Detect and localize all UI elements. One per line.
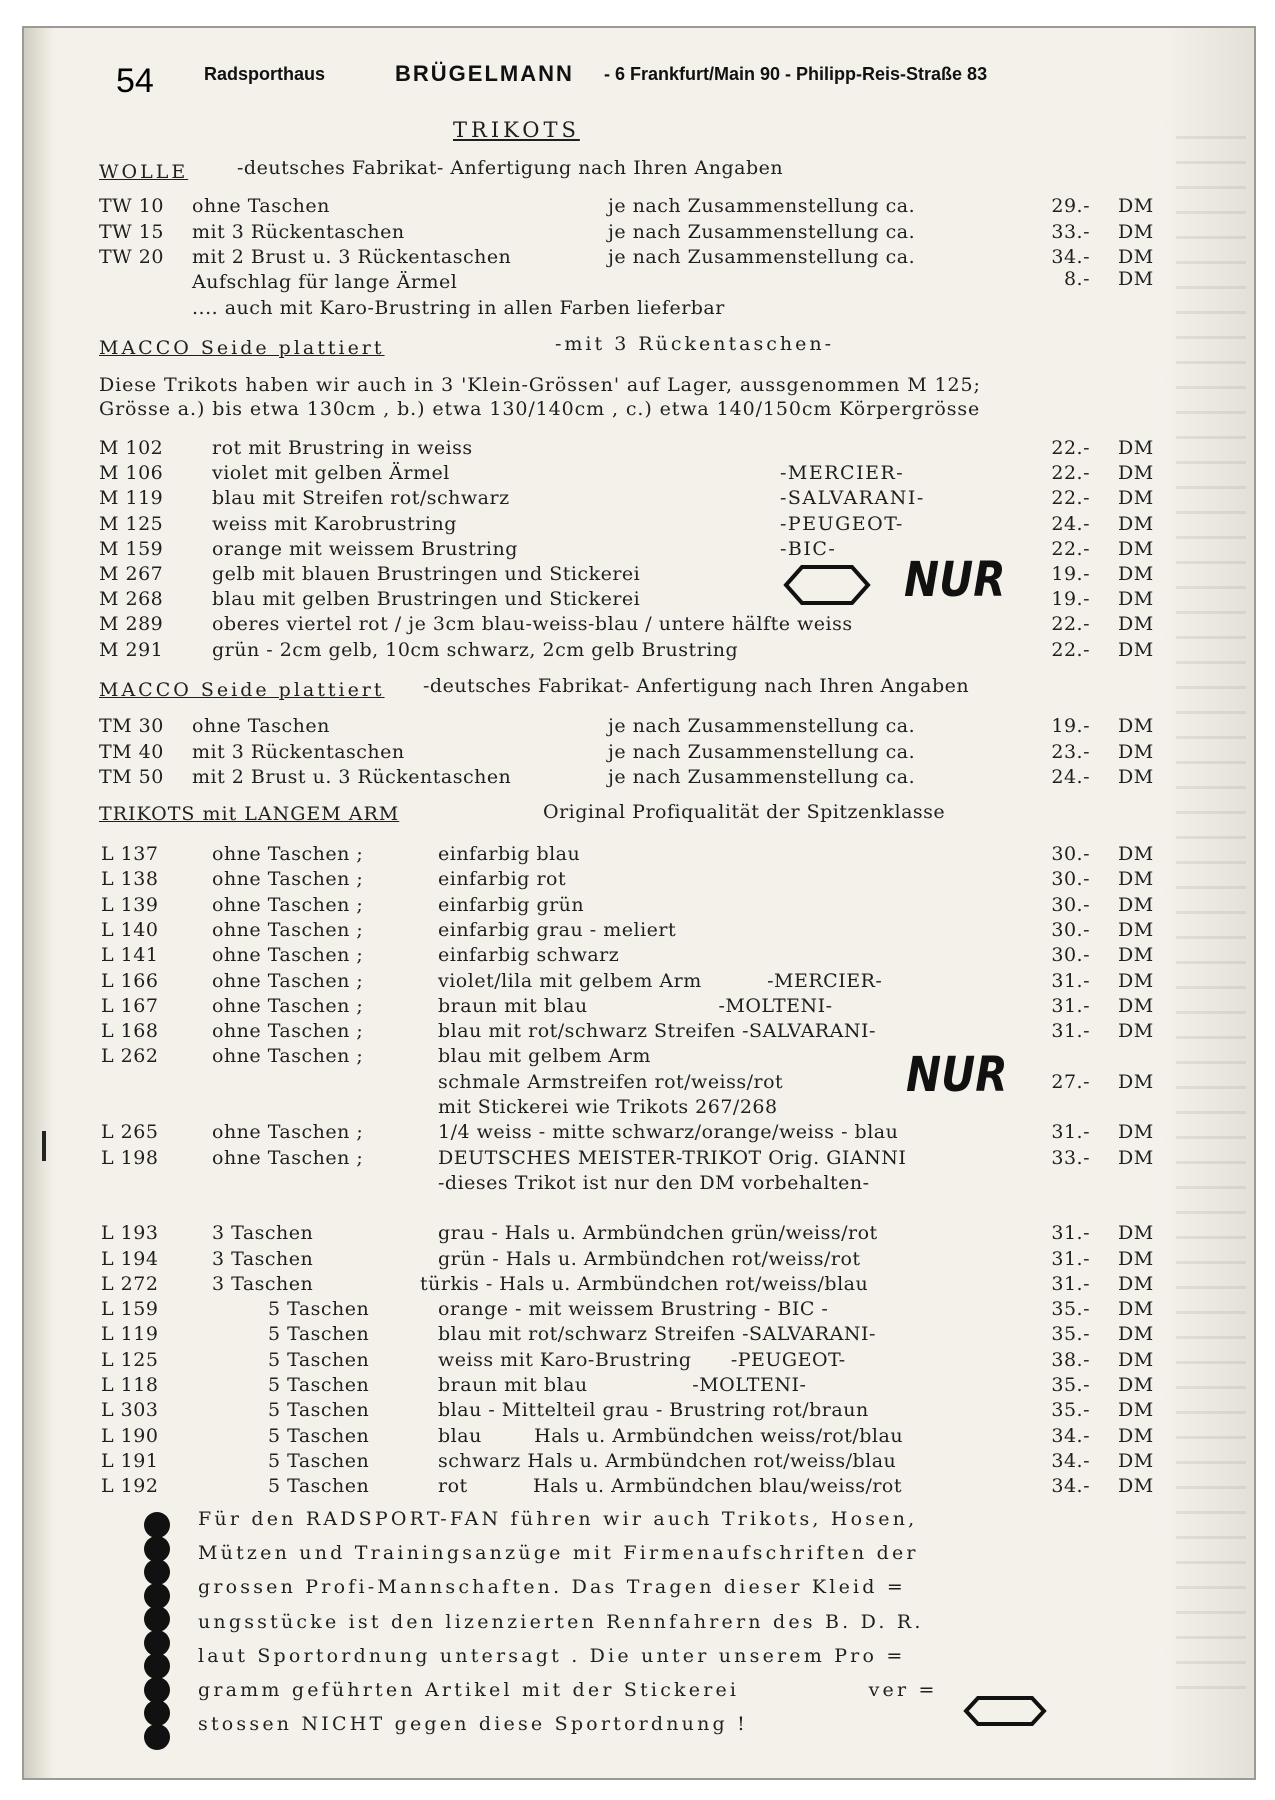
lang-item-price: 35.- (1051, 1399, 1090, 1422)
lang-item-desc: schmale Armstreifen rot/weiss/rot (438, 1070, 784, 1093)
lang-item-price: 31.- (1051, 1121, 1090, 1144)
bullet-dot (144, 1653, 170, 1679)
lang-item-pockets: 5 Taschen (268, 1449, 370, 1472)
wolle-item-note: je nach Zusammenstellung ca. (608, 220, 916, 243)
macco1-item-team: -BIC- (780, 537, 837, 560)
lang-item-desc: blau mit gelbem Arm (438, 1045, 651, 1068)
lang-item-code: L 194 (101, 1247, 159, 1270)
macco1-item-code: M 106 (99, 462, 164, 485)
lang-item-code: L 138 (101, 868, 159, 891)
macco2-item-code: TM 30 (99, 715, 164, 737)
bullet-dot (144, 1606, 170, 1632)
lang-item-currency: DM (1118, 1020, 1154, 1043)
macco1-item-code: M 289 (99, 613, 164, 636)
lang-item-price: 34.- (1051, 1449, 1090, 1472)
wolle-footnote: .... auch mit Karo-Brustring in allen Farben lieferbar (192, 297, 725, 319)
macco1-item-desc: rot mit Brustring in weiss (212, 437, 473, 459)
section-wolle-subtitle: -deutsches Fabrikat- Anfertigung nach Ihren Angaben (237, 157, 784, 179)
lang-item-pockets: 3 Taschen (212, 1222, 314, 1245)
macco1-item-team: -PEUGEOT- (780, 512, 904, 535)
lang-item-code: L 262 (101, 1045, 159, 1068)
lang-item-currency: DM (1118, 1247, 1154, 1270)
lang-item-code: L 265 (101, 1121, 159, 1144)
wolle-item-code: TW 15 (99, 220, 164, 243)
wolle-extra-line: Aufschlag für lange Ärmel (192, 271, 458, 293)
lang-item-desc: einfarbig schwarz (438, 944, 620, 967)
lang-item-code: L 168 (101, 1020, 159, 1043)
wolle-item-code: TW 20 (99, 246, 164, 268)
macco1-item-currency: DM (1118, 588, 1154, 611)
lang-item-desc: blau mit rot/schwarz Streifen -SALVARANI- (438, 1020, 876, 1043)
macco2-item-note: je nach Zusammenstellung ca. (608, 740, 916, 763)
shop-address: - 6 Frankfurt/Main 90 - Philipp-Reis-Straße 83 (604, 64, 988, 84)
lang-item-price: 33.- (1051, 1146, 1090, 1169)
lang-item-code: L 141 (101, 944, 159, 967)
macco1-item-price: 24.- (1051, 512, 1090, 535)
embroidery-badge-small-icon (962, 1694, 1048, 1728)
lang-item-pockets: ohne Taschen ; (212, 843, 364, 865)
macco1-item-price: 22.- (1051, 638, 1090, 661)
shop-name: BRÜGELMANN (395, 61, 574, 86)
wolle-item-price: 29.- (1051, 195, 1090, 217)
lang-item-price: 30.- (1051, 944, 1090, 967)
lang-item-price: 38.- (1051, 1348, 1090, 1371)
macco1-item-desc: blau mit Streifen rot/schwarz (212, 487, 510, 510)
lang-item-desc: türkis - Hals u. Armbündchen rot/weiss/blau (420, 1272, 869, 1295)
macco1-item-desc: orange mit weissem Brustring (212, 537, 518, 560)
wolle-item-desc: mit 3 Rückentaschen (192, 220, 405, 243)
lang-item-price: 35.- (1051, 1323, 1090, 1346)
macco2-item-currency: DM (1118, 740, 1154, 763)
lang-item-code: L 139 (101, 893, 159, 916)
lang-item-pockets: 3 Taschen (212, 1247, 314, 1270)
lang-item-pockets: ohne Taschen ; (212, 1020, 364, 1043)
lang-item-desc: violet/lila mit gelbem Arm -MERCIER- (438, 969, 883, 992)
nur-label-1: NUR (904, 551, 1006, 608)
lang-item-price: 35.- (1051, 1298, 1090, 1321)
lang-item-price: 31.- (1051, 969, 1090, 992)
lang-item-desc: einfarbig grün (438, 893, 585, 916)
lang-item-price: 31.- (1051, 1020, 1090, 1043)
lang-item-pockets: 3 Taschen (212, 1272, 314, 1295)
lang-item-desc: blau - Mittelteil grau - Brustring rot/braun (438, 1399, 869, 1422)
lang-item-code: L 140 (101, 918, 159, 941)
notice-line: ungsstücke ist den lizenzierten Rennfahrern des B. D. R. (198, 1610, 924, 1633)
bullet-dot (144, 1559, 170, 1585)
macco1-item-desc: gelb mit blauen Brustringen und Stickerei (212, 563, 641, 585)
lang-item-pockets: 5 Taschen (268, 1374, 370, 1396)
macco1-item-price: 22.- (1051, 437, 1090, 459)
section-macco2-subtitle: -deutsches Fabrikat- Anfertigung nach Ihren Angaben (423, 675, 970, 697)
macco1-item-currency: DM (1118, 462, 1154, 485)
lang-item-code: L 137 (101, 843, 159, 865)
lang-item-code: L 190 (101, 1424, 159, 1447)
lang-item-price: 35.- (1051, 1374, 1090, 1396)
lang-item-code: L 198 (101, 1146, 159, 1169)
lang-item-desc: 1/4 weiss - mitte schwarz/orange/weiss - blau (438, 1121, 899, 1144)
lang-item-currency: DM (1118, 893, 1154, 916)
wolle-item-currency: DM (1118, 220, 1154, 243)
section-macco1-subtitle: -mit 3 Rückentaschen- (555, 333, 834, 355)
lang-item-pockets: 5 Taschen (268, 1475, 370, 1498)
macco1-item-currency: DM (1118, 563, 1154, 585)
lang-item-desc: einfarbig blau (438, 843, 581, 865)
macco2-item-price: 23.- (1051, 740, 1090, 763)
lang-item-code: L 118 (101, 1374, 159, 1396)
lang-item-currency: DM (1118, 1070, 1154, 1093)
lang-item-price: 30.- (1051, 918, 1090, 941)
lang-item-currency: DM (1118, 868, 1154, 891)
lang-item-pockets: ohne Taschen ; (212, 1121, 364, 1144)
lang-item-pockets: 5 Taschen (268, 1424, 370, 1447)
macco1-item-code: M 267 (99, 563, 164, 585)
lang-item-desc: einfarbig grau - meliert (438, 918, 677, 941)
wolle-item-code: TW 10 (99, 195, 164, 217)
macco2-item-desc: mit 2 Brust u. 3 Rückentaschen (192, 766, 512, 788)
macco1-item-currency: DM (1118, 512, 1154, 535)
macco1-item-price: 22.- (1051, 613, 1090, 636)
lang-item-price: 30.- (1051, 893, 1090, 916)
lang-item-pockets: ohne Taschen ; (212, 1045, 364, 1068)
macco1-item-team: -MERCIER- (780, 462, 905, 485)
nur-label-2: NUR (906, 1046, 1008, 1103)
macco2-item-currency: DM (1118, 715, 1154, 737)
macco1-item-currency: DM (1118, 487, 1154, 510)
lang-item-pockets: ohne Taschen ; (212, 1146, 364, 1169)
lang-item-currency: DM (1118, 969, 1154, 992)
bullet-dot (144, 1724, 170, 1750)
bullet-dot (144, 1630, 170, 1656)
lang-item-currency: DM (1118, 918, 1154, 941)
margin-mark (42, 1131, 46, 1161)
lang-item-price: 27.- (1051, 1070, 1090, 1093)
lang-item-price: 31.- (1051, 1222, 1090, 1245)
lang-item-desc: blau mit rot/schwarz Streifen -SALVARANI- (438, 1323, 876, 1346)
lang-item-currency: DM (1118, 1121, 1154, 1144)
embroidery-badge-icon (782, 563, 872, 607)
macco2-item-price: 24.- (1051, 766, 1090, 788)
bullet-dot (144, 1700, 170, 1726)
lang-item-currency: DM (1118, 843, 1154, 865)
lang-item-desc: einfarbig rot (438, 868, 567, 891)
section-lang-label: TRIKOTS mit LANGEM ARM (99, 803, 400, 825)
lang-item-pockets: ohne Taschen ; (212, 868, 364, 891)
wolle-item-price: 34.- (1051, 246, 1090, 268)
lang-item-pockets: ohne Taschen ; (212, 918, 364, 941)
section-lang-subtitle: Original Profiqualität der Spitzenklasse (543, 801, 946, 823)
lang-item-code: L 159 (101, 1298, 159, 1321)
macco1-item-currency: DM (1118, 437, 1154, 459)
macco1-item-currency: DM (1118, 537, 1154, 560)
macco1-item-code: M 102 (99, 437, 164, 459)
macco1-item-desc: oberes viertel rot / je 3cm blau-weiss-blau / untere hälfte weiss (212, 613, 853, 636)
lang-item-code: L 192 (101, 1475, 159, 1498)
lang-item-currency: DM (1118, 1298, 1154, 1321)
macco1-item-desc: violet mit gelben Ärmel (212, 462, 450, 485)
macco1-item-desc: grün - 2cm gelb, 10cm schwarz, 2cm gelb Brustring (212, 638, 739, 661)
lang-item-currency: DM (1118, 1424, 1154, 1447)
lang-item-pockets: ohne Taschen ; (212, 994, 364, 1017)
show-through-lines (1176, 136, 1246, 1696)
lang-item-desc: grau - Hals u. Armbündchen grün/weiss/rot (438, 1222, 878, 1245)
lang-item-currency: DM (1118, 1475, 1154, 1498)
section-macco1-intro1: Diese Trikots haben wir auch in 3 'Klein-Grössen' auf Lager, aussgenommen M 125; (99, 374, 981, 396)
macco1-item-code: M 159 (99, 537, 164, 560)
section-macco2-label: MACCO Seide plattiert (99, 679, 385, 701)
wolle-item-note: je nach Zusammenstellung ca. (608, 246, 916, 268)
macco1-item-code: M 119 (99, 487, 164, 510)
notice-line: gramm geführten Artikel mit der Stickerei ver = (198, 1679, 938, 1701)
section-wolle-label: WOLLE (99, 161, 189, 183)
notice-line: laut Sportordnung untersagt . Die unter unserem Pro = (198, 1644, 906, 1667)
lang-item-currency: DM (1118, 1374, 1154, 1396)
lang-item-currency: DM (1118, 944, 1154, 967)
bullet-dot (144, 1583, 170, 1609)
lang-item-pockets: 5 Taschen (268, 1298, 370, 1321)
macco1-item-code: M 125 (99, 512, 164, 535)
section-macco1-intro2: Grösse a.) bis etwa 130cm , b.) etwa 130/140cm , c.) etwa 140/150cm Körpergrösse (99, 398, 981, 420)
lang-item-price: 31.- (1051, 1247, 1090, 1270)
macco1-item-currency: DM (1118, 638, 1154, 661)
lang-item-desc: braun mit blau -MOLTENI- (438, 1374, 807, 1396)
wolle-item-desc: mit 2 Brust u. 3 Rückentaschen (192, 246, 512, 268)
macco2-item-code: TM 50 (99, 766, 164, 788)
macco1-item-desc: blau mit gelben Brustringen und Stickerei (212, 588, 641, 611)
macco1-item-price: 19.- (1051, 588, 1090, 611)
lang-item-pockets: ohne Taschen ; (212, 969, 364, 992)
lang-item-pockets: 5 Taschen (268, 1323, 370, 1346)
lang-item-price: 30.- (1051, 843, 1090, 865)
macco1-item-price: 19.- (1051, 563, 1090, 585)
lang-item-pockets: 5 Taschen (268, 1348, 370, 1371)
notice-line: Mützen und Trainingsanzüge mit Firmenaufschriften der (198, 1542, 919, 1565)
macco2-item-currency: DM (1118, 766, 1154, 788)
macco1-item-price: 22.- (1051, 537, 1090, 560)
macco1-item-code: M 291 (99, 638, 164, 661)
lang-item-code: L 272 (101, 1272, 159, 1295)
page-title: TRIKOTS (453, 118, 580, 142)
lang-item-currency: DM (1118, 1399, 1154, 1422)
lang-item-desc: weiss mit Karo-Brustring -PEUGEOT- (438, 1348, 846, 1371)
macco1-item-team: -SALVARANI- (780, 487, 925, 510)
macco1-item-currency: DM (1118, 613, 1154, 636)
macco1-item-desc: weiss mit Karobrustring (212, 512, 457, 535)
lang-item-currency: DM (1118, 1222, 1154, 1245)
lang-item-desc: -dieses Trikot ist nur den DM vorbehalten- (438, 1171, 870, 1194)
lang-item-price: 31.- (1051, 994, 1090, 1017)
macco2-item-note: je nach Zusammenstellung ca. (608, 766, 916, 788)
wolle-item-currency: DM (1118, 246, 1154, 268)
lang-item-currency: DM (1118, 1449, 1154, 1472)
lang-item-currency: DM (1118, 1348, 1154, 1371)
macco2-item-price: 19.- (1051, 715, 1090, 737)
macco2-item-desc: ohne Taschen (192, 715, 330, 737)
lang-item-desc: braun mit blau -MOLTENI- (438, 994, 833, 1017)
lang-item-code: L 125 (101, 1348, 159, 1371)
notice-line: stossen NICHT gegen diese Sportordnung ! (198, 1713, 748, 1736)
book-spine-shadow (24, 28, 54, 1778)
lang-item-pockets: 5 Taschen (268, 1399, 370, 1422)
lang-item-code: L 166 (101, 969, 159, 992)
lang-item-desc: blau Hals u. Armbündchen weiss/rot/blau (438, 1424, 904, 1447)
section-macco1-label: MACCO Seide plattiert (99, 337, 385, 359)
shop-prefix: Radsporthaus (204, 64, 326, 84)
lang-item-code: L 119 (101, 1323, 159, 1346)
macco2-item-desc: mit 3 Rückentaschen (192, 740, 405, 763)
lang-item-desc: mit Stickerei wie Trikots 267/268 (438, 1096, 778, 1118)
lang-item-desc: rot Hals u. Armbündchen blau/weiss/rot (438, 1475, 902, 1498)
notice-line: grossen Profi-Mannschaften. Das Tragen dieser Kleid = (198, 1576, 907, 1599)
notice-line: Für den RADSPORT-FAN führen wir auch Trikots, Hosen, (198, 1508, 918, 1530)
lang-item-code: L 303 (101, 1399, 159, 1422)
bullet-dot (144, 1512, 170, 1538)
lang-item-pockets: ohne Taschen ; (212, 944, 364, 967)
lang-item-code: L 167 (101, 994, 159, 1017)
lang-item-currency: DM (1118, 1146, 1154, 1169)
wolle-item-currency: DM (1118, 195, 1154, 217)
wolle-item-desc: ohne Taschen (192, 195, 330, 217)
macco1-item-code: M 268 (99, 588, 164, 611)
lang-item-desc: grün - Hals u. Armbündchen rot/weiss/rot (438, 1247, 861, 1270)
lang-item-desc: DEUTSCHES MEISTER-TRIKOT Orig. GIANNI (438, 1146, 907, 1169)
lang-item-desc: schwarz Hals u. Armbündchen rot/weiss/blau (438, 1449, 897, 1472)
page-number: 54 (116, 62, 154, 100)
lang-item-pockets: ohne Taschen ; (212, 893, 364, 916)
wolle-item-note: je nach Zusammenstellung ca. (608, 195, 916, 217)
lang-item-currency: DM (1118, 1272, 1154, 1295)
lang-item-code: L 193 (101, 1222, 159, 1245)
wolle-item-price: 33.- (1051, 220, 1090, 243)
bullet-dot (144, 1677, 170, 1703)
lang-item-price: 31.- (1051, 1272, 1090, 1295)
lang-item-currency: DM (1118, 994, 1154, 1017)
lang-item-currency: DM (1118, 1323, 1154, 1346)
lang-item-price: 30.- (1051, 868, 1090, 891)
wolle-extra-price: 8.- (1063, 268, 1090, 290)
lang-item-price: 34.- (1051, 1424, 1090, 1447)
lang-item-code: L 191 (101, 1449, 159, 1472)
macco2-item-note: je nach Zusammenstellung ca. (608, 715, 916, 737)
wolle-extra-currency: DM (1118, 268, 1154, 290)
bullet-dot (144, 1536, 170, 1562)
macco2-item-code: TM 40 (99, 740, 164, 763)
lang-item-desc: orange - mit weissem Brustring - BIC - (438, 1298, 829, 1321)
lang-item-price: 34.- (1051, 1475, 1090, 1498)
macco1-item-price: 22.- (1051, 462, 1090, 485)
macco1-item-price: 22.- (1051, 487, 1090, 510)
